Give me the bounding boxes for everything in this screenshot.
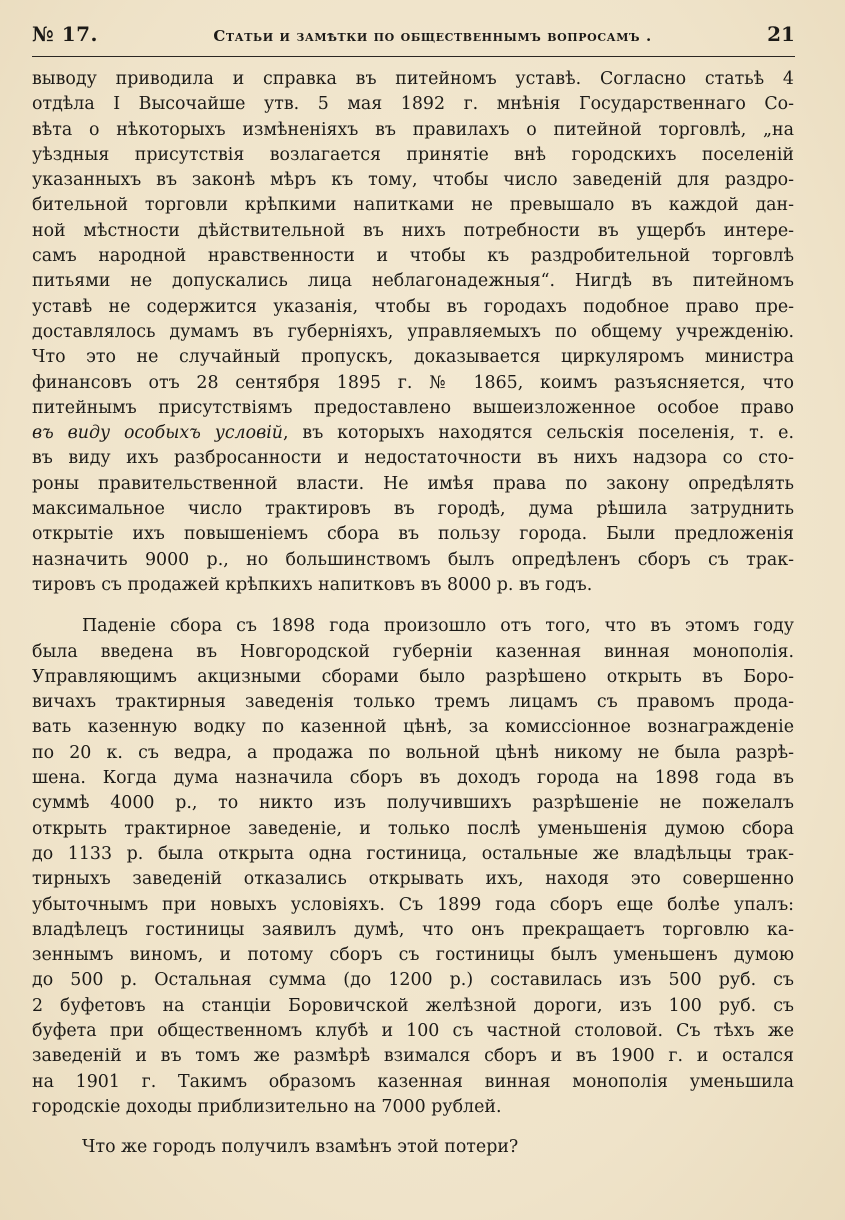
text-line-italic: въ виду особыхъ условій, въ которыхъ находятся сельскія поселенія, т. е. xyxy=(32,423,794,444)
text-line: зеннымъ виномъ, и потому сборъ съ гостиницы былъ уменьшенъ думою xyxy=(32,945,794,966)
issue-number: № 17. xyxy=(32,22,98,46)
text-line: указанныхъ въ законѣ мѣръ къ тому, чтобы число заведеній для раздро- xyxy=(32,170,794,191)
text-line: вичахъ трактирныя заведенія только тремъ лицамъ съ правомъ прода- xyxy=(32,692,794,713)
text-line: открыть трактирное заведеніе, и только послѣ уменьшенія думою сбора xyxy=(32,818,794,839)
text-line: городскіе доходы приблизительно на 7000 рублей. xyxy=(32,1096,502,1117)
text-line: вать казенную водку по казенной цѣнѣ, за комиссіонное вознагражденіе xyxy=(32,717,794,738)
text-line: питейнымъ присутствіямъ предоставлено вышеизложенное особое право xyxy=(32,397,794,418)
text-line: Паденіе сбора съ 1898 года произошло отъ того, что въ этомъ году xyxy=(82,616,794,637)
text-line: Управляющимъ акцизными сборами было разрѣшено открыть въ Боро- xyxy=(32,666,794,687)
text-line: ной мѣстности дѣйствительной въ нихъ потребности въ ущербъ интере- xyxy=(32,220,794,241)
text-line: заведеній и въ томъ же размѣрѣ взимался сборъ и въ 1900 г. и остался xyxy=(32,1046,794,1067)
text-line: открытіе ихъ повышеніемъ сбора въ пользу города. Были предложенія xyxy=(32,524,794,545)
text-line: по 20 к. съ ведра, а продажа по вольной цѣнѣ никому не была разрѣ- xyxy=(32,742,794,763)
paragraph-gap xyxy=(32,598,794,614)
text-line: роны правительственной власти. Не имѣя права по закону опредѣлять xyxy=(32,473,794,494)
text-line: тирныхъ заведеній отказались открывать ихъ, находя это совершенно xyxy=(32,869,794,890)
text-line: бительной торговли крѣпкими напитками не превышало въ каждой дан- xyxy=(32,195,794,216)
text-line: самъ народной нравственности и чтобы къ раздробительной торговлѣ xyxy=(32,246,794,267)
text-line: доставлялось думамъ въ губерніяхъ, управляемыхъ по общему учрежденію. xyxy=(32,321,794,342)
text-line: на 1901 г. Такимъ образомъ казенная винная монополія уменьшила xyxy=(32,1071,794,1092)
paragraph-gap xyxy=(32,1120,794,1135)
text-line: до 1133 р. была открыта одна гостиница, остальные же владѣльцы трак- xyxy=(32,843,794,864)
text-line: тировъ съ продажей крѣпкихъ напитковъ въ 8000 р. въ годъ. xyxy=(32,574,593,595)
paragraph-1 xyxy=(32,67,794,598)
text-line: убыточнымъ при новыхъ условіяхъ. Съ 1899 года сборъ еще болѣе упалъ: xyxy=(32,894,794,915)
text-line: была введена въ Новгородской губерніи казенная винная монополія. xyxy=(32,641,794,662)
text-line: суммѣ 4000 р., то никто изъ получившихъ разрѣшеніе не пожелалъ xyxy=(32,793,794,814)
text-line: Что же городъ получилъ взамѣнъ этой потери? xyxy=(82,1137,519,1158)
italic-phrase: въ виду особыхъ условій xyxy=(32,423,283,444)
paragraph-2 xyxy=(32,614,794,1120)
paragraph-3 xyxy=(32,1135,794,1160)
text-line: буфета при общественномъ клубѣ и 100 съ частной столовой. Съ тѣхъ же xyxy=(32,1020,794,1041)
text-line: до 500 р. Остальная сумма (до 1200 р.) составилась изъ 500 руб. съ xyxy=(32,970,794,991)
running-title: Статьи и замѣтки по общественнымъ вопросамъ . xyxy=(213,27,652,45)
text-line: Что это не случайный пропускъ, доказывается циркуляромъ министра xyxy=(32,347,794,368)
text-line: отдѣла I Высочайше утв. 5 мая 1892 г. мнѣнія Государственнаго Со- xyxy=(32,94,794,115)
text-line: 2 буфетовъ на станціи Боровичской желѣзной дороги, изъ 100 руб. съ xyxy=(32,995,794,1016)
text-line: питьями не допускались лица неблагонадежныя“. Нигдѣ въ питейномъ xyxy=(32,271,794,292)
text-line: финансовъ отъ 28 сентября 1895 г. № 1865, коимъ разъясняется, что xyxy=(32,372,794,393)
page-header xyxy=(32,22,795,57)
page-number: 21 xyxy=(767,22,795,46)
text-line: уѣздныя присутствія возлагается принятіе внѣ городскихъ поселеній xyxy=(32,144,794,165)
text-line: максимальное число трактировъ въ городѣ, дума рѣшила затруднить xyxy=(32,499,794,520)
text-line: вѣта о нѣкоторыхъ измѣненіяхъ въ правилахъ о питейной торговлѣ, „на xyxy=(32,119,794,140)
body-text xyxy=(32,67,794,1160)
text-line: шена. Когда дума назначила сборъ въ доходъ города на 1898 года въ xyxy=(32,768,794,789)
text-line: владѣлецъ гостиницы заявилъ думѣ, что онъ прекращаетъ торговлю ка- xyxy=(32,919,794,940)
text-line: въ виду ихъ разбросанности и недостаточности въ нихъ надзора со сто- xyxy=(32,448,794,469)
text-line: уставѣ не содержится указанія, чтобы въ городахъ подобное право пре- xyxy=(32,296,794,317)
text-line: назначить 9000 р., но большинствомъ былъ опредѣленъ сборъ съ трак- xyxy=(32,549,794,570)
text-line: выводу приводила и справка въ питейномъ уставѣ. Согласно статьѣ 4 xyxy=(32,69,794,89)
